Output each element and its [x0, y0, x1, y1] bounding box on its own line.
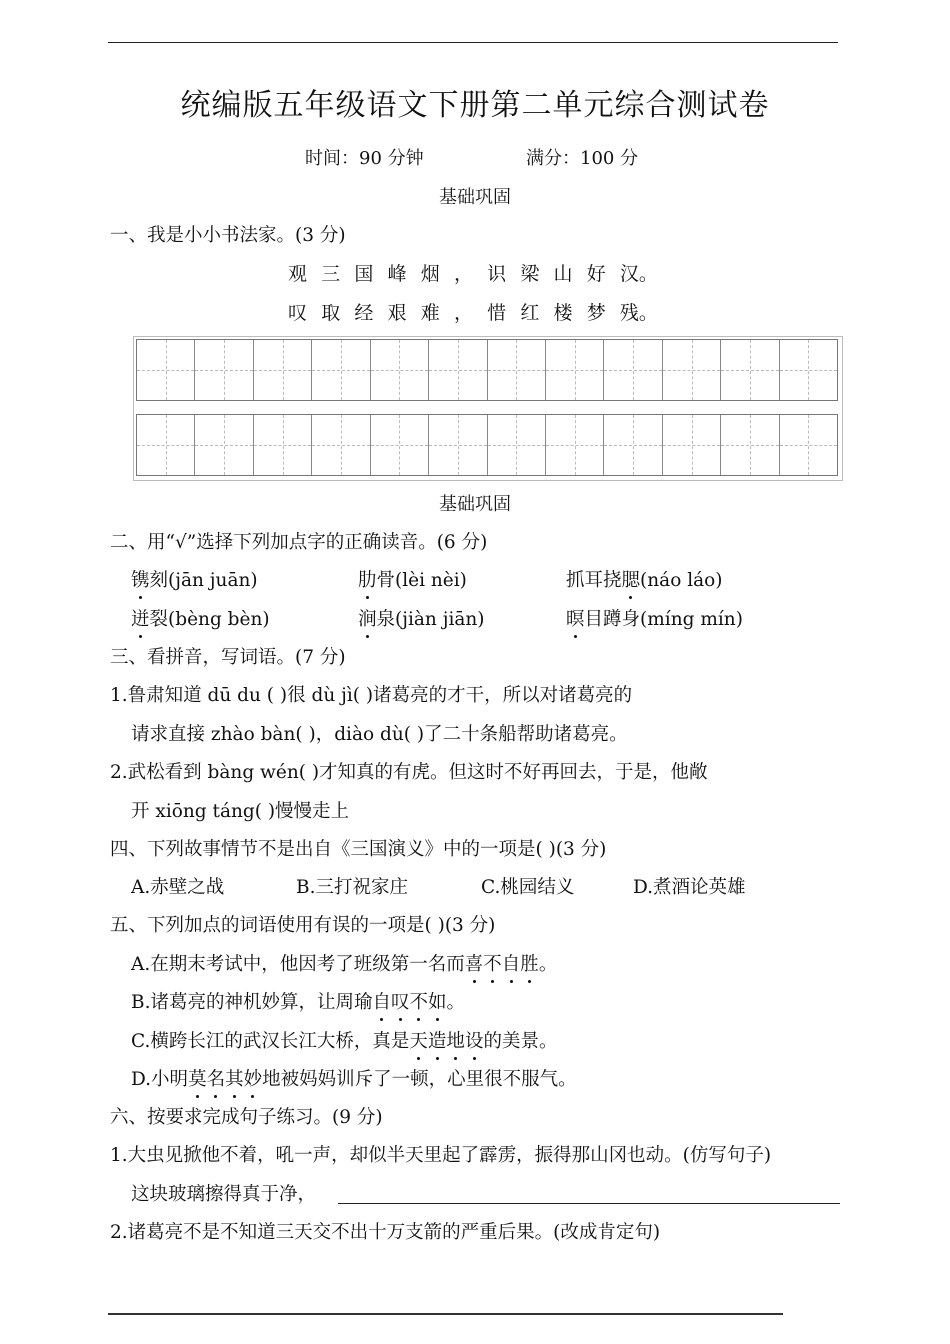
q5-option-d: D.小明莫名其妙地被妈妈训斥了一顿，心里很不服气。: [131, 1065, 577, 1091]
poem-char: 国: [354, 263, 374, 285]
poem-char: 三: [321, 263, 341, 285]
writing-grid-row-1[interactable]: [136, 339, 838, 401]
exam-score: 满分：100 分: [526, 148, 639, 169]
poem-char: ，: [453, 263, 473, 285]
q4-option-a: A.赤壁之战: [131, 877, 225, 898]
top-rule: [108, 42, 838, 43]
poem-char: 识: [487, 263, 507, 285]
poem-char: 惜: [487, 302, 507, 324]
q6-line-1: 1.大虫见掀他不着，吼一声，却似半天里起了霹雳，振得那山冈也动。(仿写句子): [110, 1145, 772, 1166]
poem-char: ，: [453, 302, 473, 324]
q5-heading: 五、下列加点的词语使用有误的一项是( )(3 分): [110, 915, 496, 936]
q5-option-c: C.横跨长江的武汉长江大桥，真是天造地设的美景。: [131, 1027, 557, 1053]
q3-line-1: 1.鲁肃知道 dū du ( )很 dù jì( )诸葛亮的才干，所以对诸葛亮的: [110, 685, 633, 706]
q2-heading: 二、用“√”选择下列加点字的正确读音。(6 分): [110, 532, 488, 553]
q3-line-2: 请求直接 zhào bàn( )，diào dù( )了二十条船帮助诸葛亮。: [131, 724, 628, 745]
q4-heading: 四、下列故事情节不是出自《三国演义》中的一项是( )(3 分): [110, 839, 607, 860]
poem-char: 取: [321, 302, 341, 324]
q1-poem-line-2: [288, 298, 658, 325]
q2-item: 抓耳挠腮(náo láo): [566, 566, 723, 592]
poem-char: 梁: [520, 263, 540, 285]
q4-option-d: D.煮酒论英雄: [633, 877, 746, 898]
poem-char: 楼: [553, 302, 573, 324]
q2-item: 涧泉(jiàn jiān): [358, 605, 485, 631]
poem-char: 残。: [619, 302, 658, 324]
poem-char: 经: [354, 302, 374, 324]
poem-char: 烟: [420, 263, 440, 285]
poem-char: 艰: [387, 302, 407, 324]
section-heading-basics: 基础巩固: [439, 187, 511, 208]
poem-char: 汉。: [619, 263, 658, 285]
q3-heading: 三、看拼音，写词语。(7 分): [110, 647, 346, 668]
section-heading-basics-2: 基础巩固: [439, 494, 511, 515]
q2-item: 迸裂(bèng bèn): [131, 605, 270, 631]
q5-option-b: B.诸葛亮的神机妙算，让周瑜自叹不如。: [131, 988, 465, 1014]
poem-char: 山: [553, 263, 573, 285]
q6-line-3: 2.诸葛亮不是不知道三天交不出十万支箭的严重后果。(改成肯定句): [110, 1222, 661, 1243]
bottom-rule: [108, 1313, 783, 1315]
q2-item: 镌刻(jān juān): [131, 566, 258, 592]
writing-grid-row-2[interactable]: [136, 414, 838, 476]
poem-char: 好: [586, 263, 606, 285]
q6-answer-line[interactable]: [338, 1203, 840, 1204]
poem-char: 难: [420, 302, 440, 324]
q1-heading: 一、我是小小书法家。(3 分): [110, 225, 346, 246]
q2-item: 肋骨(lèi nèi): [358, 566, 467, 592]
poem-char: 梦: [586, 302, 606, 324]
q1-poem-line-1: [288, 259, 658, 286]
q2-item: 暝目蹲身(míng mín): [566, 605, 743, 631]
exam-time: 时间：90 分钟: [305, 148, 424, 169]
poem-char: 红: [520, 302, 540, 324]
q4-option-c: C.桃园结义: [481, 877, 575, 898]
q6-heading: 六、按要求完成句子练习。(9 分): [110, 1107, 383, 1128]
page-title: 统编版五年级语文下册第二单元综合测试卷: [180, 88, 770, 123]
q3-line-3: 2.武松看到 bàng wén( )才知真的有虎。但这时不好再回去，于是，他敞: [110, 762, 708, 783]
poem-char: 观: [288, 263, 308, 285]
q4-option-b: B.三打祝家庄: [296, 877, 408, 898]
q5-option-a: A.在期末考试中，他因考了班级第一名而喜不自胜。: [131, 950, 557, 976]
q6-line-2: 这块玻璃擦得真于净，: [131, 1184, 317, 1205]
poem-char: 叹: [288, 302, 308, 324]
q3-line-4: 开 xiōng táng( )慢慢走上: [131, 801, 350, 822]
poem-char: 峰: [387, 263, 407, 285]
